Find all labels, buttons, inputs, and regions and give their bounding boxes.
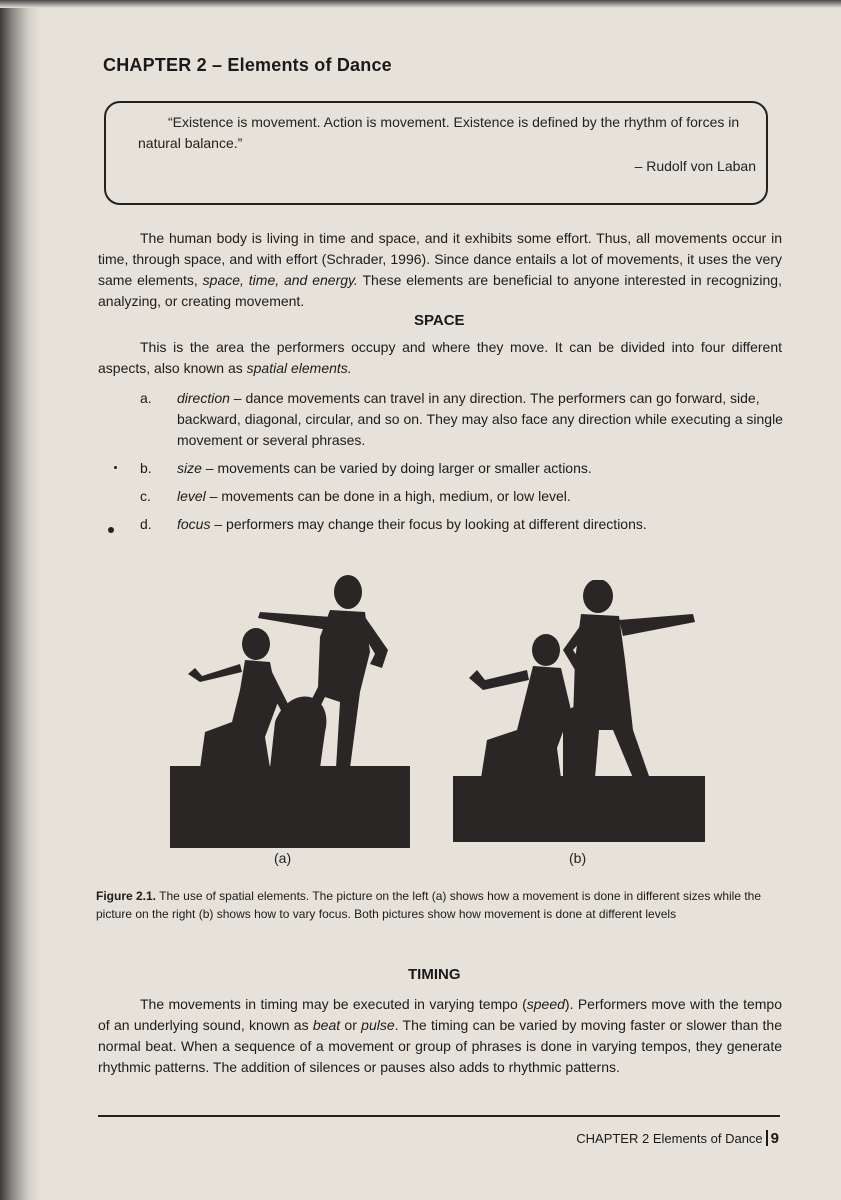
page-footer xyxy=(576,1130,779,1147)
chapter-title: CHAPTER 2 – Elements of Dance xyxy=(103,55,392,75)
list-term: size xyxy=(177,460,202,476)
list-body xyxy=(177,514,785,535)
intro-paragraph xyxy=(98,228,782,312)
intro-text-1: The human body is living in time and space, and it exhibits some effort. Thus, all movements occur in time, through space, and with effort (Schrader, 1996). Since dance entails a lot of movements, it uses the very same elements, xyxy=(98,230,782,288)
dance-photo-b xyxy=(453,580,705,842)
speck-mark xyxy=(108,527,114,533)
timing-text-2: ). Performers move with the tempo of an underlying sound, known as xyxy=(98,996,782,1033)
list-term: focus xyxy=(177,516,211,532)
timing-text-3: or xyxy=(340,1017,362,1033)
timing-term-beat: beat xyxy=(312,1017,341,1033)
list-body xyxy=(177,458,785,479)
figure-label-b: (b) xyxy=(569,850,587,866)
stage-block xyxy=(453,776,705,842)
timing-paragraph xyxy=(98,994,782,1078)
list-body xyxy=(177,388,785,451)
list-term: direction xyxy=(177,390,230,406)
intro-text-2: These elements are beneficial to anyone interested in recognizing, analyzing, or creating movement. xyxy=(98,272,782,309)
list-text: – performers may change their focus by looking at different directions. xyxy=(210,516,647,532)
figure-caption xyxy=(96,887,784,923)
stage-block xyxy=(170,766,410,848)
footer-separator xyxy=(766,1130,768,1146)
book-spine-shadow xyxy=(0,0,42,1200)
page-number: 9 xyxy=(770,1130,779,1147)
list-text: – dance movements can travel in any direction. The performers can go forward, side, backward, diagonal, circular, and so on. They may also face any direction while executing a single movement or several phrases. xyxy=(177,390,783,448)
list-term: level xyxy=(177,488,206,504)
space-paragraph xyxy=(98,337,782,379)
list-letter: c. xyxy=(140,488,151,504)
speck-mark xyxy=(114,466,117,469)
footer-chapter-text: CHAPTER 2 Elements of Dance xyxy=(576,1131,763,1146)
dancer-silhouettes xyxy=(188,575,388,768)
figure-caption-label: Figure 2.1. xyxy=(96,889,157,903)
figure-label-a: (a) xyxy=(274,850,292,866)
list-letter: b. xyxy=(140,460,152,476)
quote-text: “Existence is movement. Action is movement. Existence is defined by the rhythm of forces in natural balance.” xyxy=(138,114,740,151)
dance-photo-a xyxy=(170,572,410,848)
quote-author: – Rudolf von Laban xyxy=(634,158,756,174)
figure-caption-text: The use of spatial elements. The picture on the left (a) shows how a movement is done in different sizes while the picture on the right (b) shows how to vary focus. Both pictures show how movement is done at different levels xyxy=(96,889,762,921)
timing-term-pulse: pulse xyxy=(361,1017,395,1033)
dancer-silhouettes xyxy=(469,580,695,778)
timing-term-speed: speed xyxy=(526,996,565,1012)
timing-heading: TIMING xyxy=(408,966,461,983)
page-top-edge xyxy=(0,0,841,8)
space-text: This is the area the performers occupy and where they move. It can be divided into four different aspects, also known as xyxy=(98,339,782,376)
list-text: – movements can be done in a high, medium, or low level. xyxy=(205,488,571,504)
list-letter: d. xyxy=(140,516,152,532)
list-text: – movements can be varied by doing larger or smaller actions. xyxy=(201,460,592,476)
quote-box xyxy=(104,101,768,205)
intro-terms: space, time, and energy. xyxy=(202,272,358,288)
list-letter: a. xyxy=(140,390,152,406)
timing-text-4: . The timing can be varied by moving faster or slower than the normal beat. When a sequence of a movement or group of phrases is done in varying tempos, they generate rhythmic patterns. The addition of silences or pauses also adds to rhythmic patterns. xyxy=(98,1017,782,1075)
space-term: spatial elements. xyxy=(246,360,352,376)
footer-rule xyxy=(98,1115,780,1117)
timing-text-1: The movements in timing may be executed in varying tempo ( xyxy=(140,996,527,1012)
list-body xyxy=(177,486,785,507)
space-heading: SPACE xyxy=(414,312,465,329)
